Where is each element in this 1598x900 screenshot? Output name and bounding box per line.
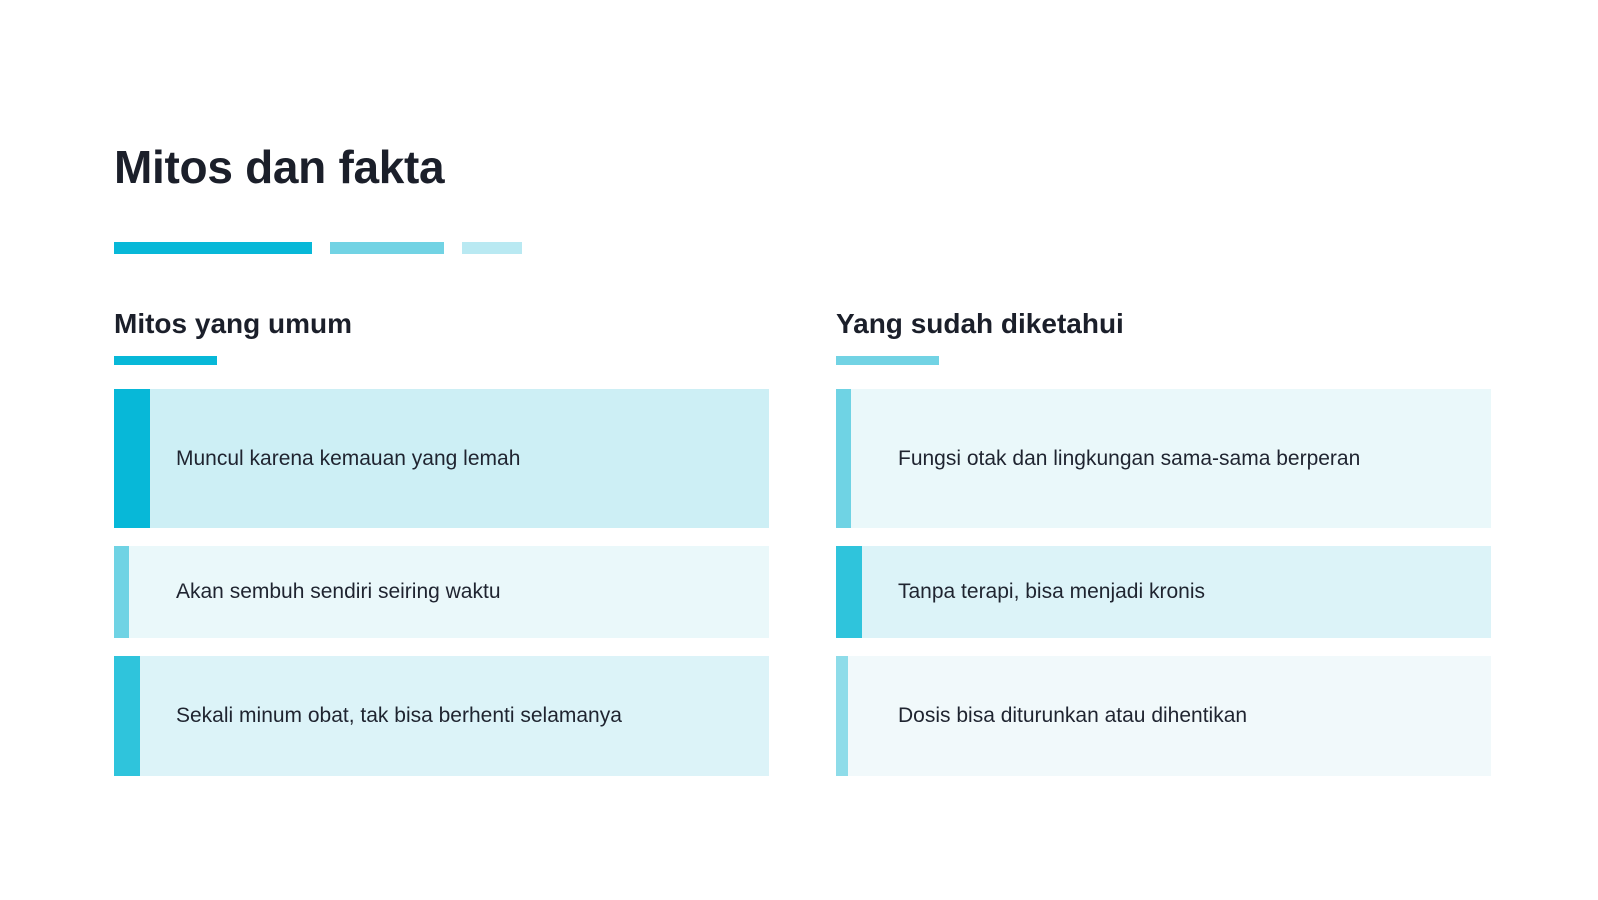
fact-card	[836, 546, 1491, 638]
fact-card	[836, 656, 1491, 776]
card-text: Muncul karena kemauan yang lemah	[176, 446, 521, 470]
accent-bar-3	[462, 242, 522, 254]
myth-card	[114, 656, 769, 776]
card-accent-bar	[114, 546, 129, 638]
myth-card	[114, 546, 769, 638]
myths-column	[114, 306, 769, 794]
card-accent-bar	[836, 656, 848, 776]
card-accent-bar	[114, 389, 150, 528]
card-text: Akan sembuh sendiri seiring waktu	[176, 580, 501, 604]
card-text: Sekali minum obat, tak bisa berhenti selamanya	[176, 704, 622, 728]
facts-column	[836, 306, 1491, 794]
myths-heading: Mitos yang umum	[114, 308, 353, 339]
accent-bar-1	[114, 242, 312, 254]
facts-heading: Yang sudah diketahui	[836, 308, 1124, 339]
title-accent-bars	[114, 242, 534, 254]
fact-card	[836, 389, 1491, 528]
card-text: Dosis bisa diturunkan atau dihentikan	[898, 704, 1248, 728]
facts-heading-underline	[836, 356, 939, 365]
myths-heading-underline	[114, 356, 217, 365]
card-accent-bar	[836, 546, 862, 638]
myth-card	[114, 389, 769, 528]
card-accent-bar	[836, 389, 851, 528]
card-text: Fungsi otak dan lingkungan sama-sama berperan	[898, 446, 1361, 470]
card-text: Tanpa terapi, bisa menjadi kronis	[898, 580, 1206, 604]
page-title: Mitos dan fakta	[114, 141, 445, 193]
accent-bar-2	[330, 242, 444, 254]
card-accent-bar	[114, 656, 140, 776]
